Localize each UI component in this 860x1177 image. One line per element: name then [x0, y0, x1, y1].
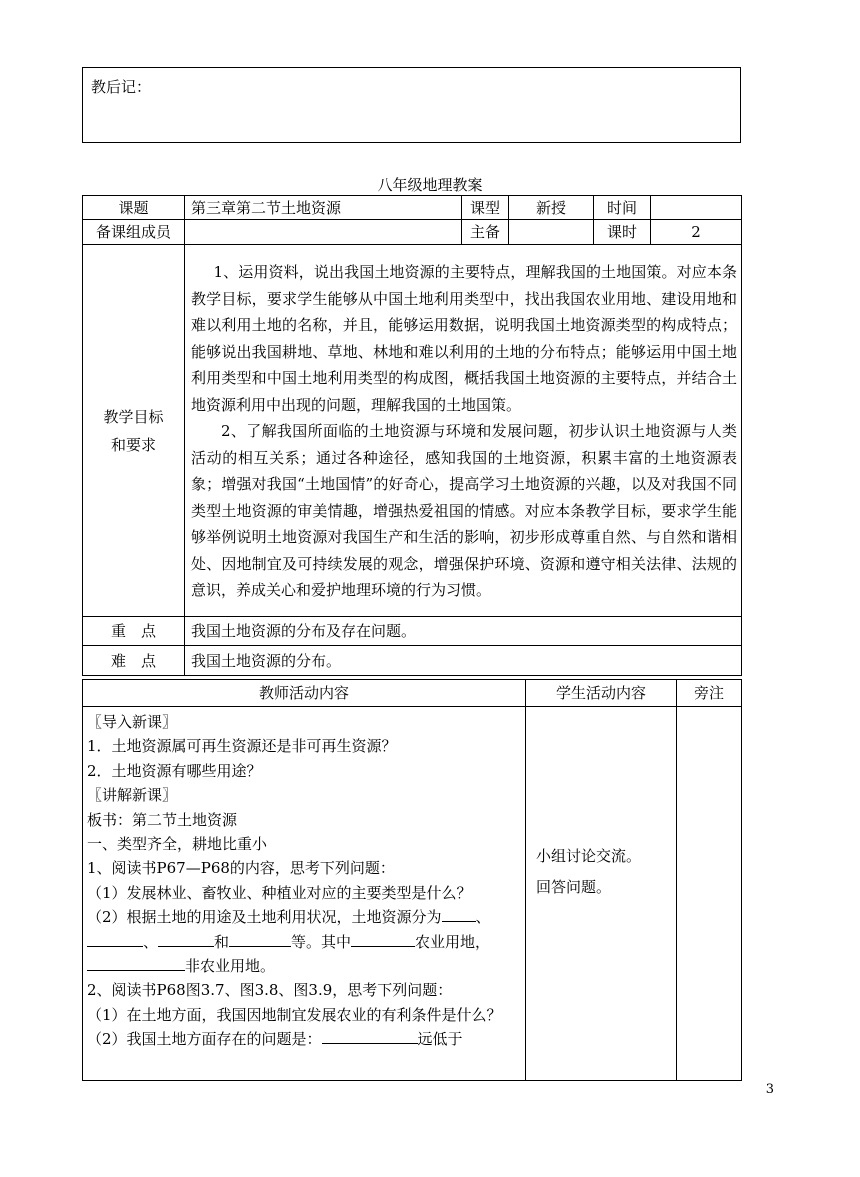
type-label: 课型	[462, 196, 509, 220]
question-text: 远低于	[417, 1030, 463, 1049]
type-value: 新授	[509, 196, 594, 220]
goals-label-line1: 教学目标	[103, 407, 164, 426]
goal-paragraph-1: 1、运用资料，说出我国土地资源的主要特点，理解我国的土地国策。对应本条教学目标，要求学生能够从中国土地利用类型中，找出我国农业用地、建设用地和难以利用土地的名称，并且，能够运用数据，说明我国土地资源类型的构成特点；能够说出我国耕地、草地、林地和难以利用的土地的分布特点；能够运用中国土地利用类型和中国土地利用类型的构成图，概括我国土地资源的主要特点，并结合土地资源利用中出现的问题，理解我国的土地国策。	[191, 263, 737, 414]
page-number: 3	[765, 1082, 774, 1097]
teacher-line: 一、类型齐全，耕地比重小	[87, 835, 268, 854]
question-text: 非农业用地。	[185, 957, 276, 976]
time-label: 时间	[594, 196, 651, 220]
notes-cell	[677, 707, 742, 1081]
separator-text: 、	[475, 908, 491, 927]
lesson-plan-header-table	[82, 195, 742, 676]
teacher-line: 1、阅读书P67—P68的内容，思考下列问题：	[87, 859, 395, 878]
lead-preparer-label: 主备	[462, 220, 509, 245]
difficulty-value: 我国土地资源的分布。	[185, 646, 742, 676]
fill-blank[interactable]	[229, 931, 291, 947]
goal-paragraph-2: 2、了解我国所面临的土地资源与环境和发展问题，初步认识土地资源与人类活动的相互关系；通过各种途径，感知我国的土地资源，积累丰富的土地资源表象；增强对我国“土地国情”的好奇心，提高学习土地资源的兴趣，以及对我国不同类型土地资源的审美情趣，增强热爱祖国的情感。对应本条教学目标，要求学生能够举例说明土地资源对我国生产和生活的影响，初步形成尊重自然、与自然和谐相处、因地制宜及可持续发展的观念，增强保护环境、资源和遵守相关法律、法规的意识，养成关心和爱护地理环境的行为习惯。	[191, 422, 737, 600]
teacher-line	[87, 954, 521, 978]
goals-content	[185, 245, 742, 617]
teacher-line: 1．土地资源属可再生资源还是非可再生资源？	[87, 737, 397, 756]
teacher-line: 2．土地资源有哪些用途？	[87, 761, 262, 780]
activities-table	[82, 679, 742, 1081]
teacher-line	[87, 930, 521, 954]
goals-label-line2: 和要求	[110, 435, 156, 454]
question-text: （2）根据土地的用途及土地利用状况，土地资源分为	[87, 908, 442, 927]
teacher-activities	[83, 707, 526, 1081]
teacher-line: 2、阅读书P68图3.7、图3.8、图3.9，思考下列问题：	[87, 981, 453, 1000]
separator-text: 、	[143, 932, 159, 951]
group-members-label: 备课组成员	[83, 220, 185, 245]
teacher-line: （1）在土地方面，我国因地制宜发展农业的有利条件是什么？	[87, 1005, 502, 1024]
student-line: 回答问题。	[536, 878, 612, 896]
key-point-value: 我国土地资源的分布及存在问题。	[185, 617, 742, 646]
after-class-notes-label: 教后记：	[91, 78, 152, 96]
student-activities	[526, 707, 677, 1081]
teacher-line	[87, 905, 521, 929]
teacher-line: 〖讲解新课〗	[87, 786, 178, 805]
teacher-column-header: 教师活动内容	[83, 680, 526, 707]
teacher-line: 〖导入新课〗	[87, 713, 178, 731]
fill-blank[interactable]	[442, 906, 476, 922]
fill-blank[interactable]	[87, 955, 185, 971]
teacher-line	[87, 1027, 521, 1051]
fill-blank[interactable]	[351, 931, 415, 947]
key-point-label: 重 点	[83, 617, 185, 646]
topic-value: 第三章第二节土地资源	[185, 196, 462, 220]
teacher-line: 板书：第二节土地资源	[87, 810, 238, 829]
question-text: 等。其中	[291, 932, 352, 951]
fill-blank[interactable]	[158, 931, 214, 947]
after-class-notes-box	[82, 67, 741, 143]
question-text: 农业用地，	[415, 932, 491, 951]
fill-blank[interactable]	[322, 1028, 418, 1044]
lead-preparer-value	[509, 220, 594, 245]
fill-blank[interactable]	[87, 931, 143, 947]
question-text: （2）我国土地方面存在的问题是：	[87, 1030, 322, 1049]
group-members-value	[185, 220, 462, 245]
document-title: 八年级地理教案	[377, 176, 483, 194]
topic-label: 课题	[83, 196, 185, 220]
difficulty-label: 难 点	[83, 646, 185, 676]
and-text: 和	[214, 932, 230, 951]
class-hours-value: 2	[651, 220, 742, 245]
student-column-header: 学生活动内容	[526, 680, 677, 707]
student-line: 小组讨论交流。	[536, 847, 642, 865]
notes-column-header: 旁注	[677, 680, 742, 707]
class-hours-label: 课时	[594, 220, 651, 245]
goals-label	[83, 245, 185, 617]
time-value	[651, 196, 742, 220]
teacher-line: （1）发展林业、畜牧业、种植业对应的主要类型是什么？	[87, 883, 472, 902]
